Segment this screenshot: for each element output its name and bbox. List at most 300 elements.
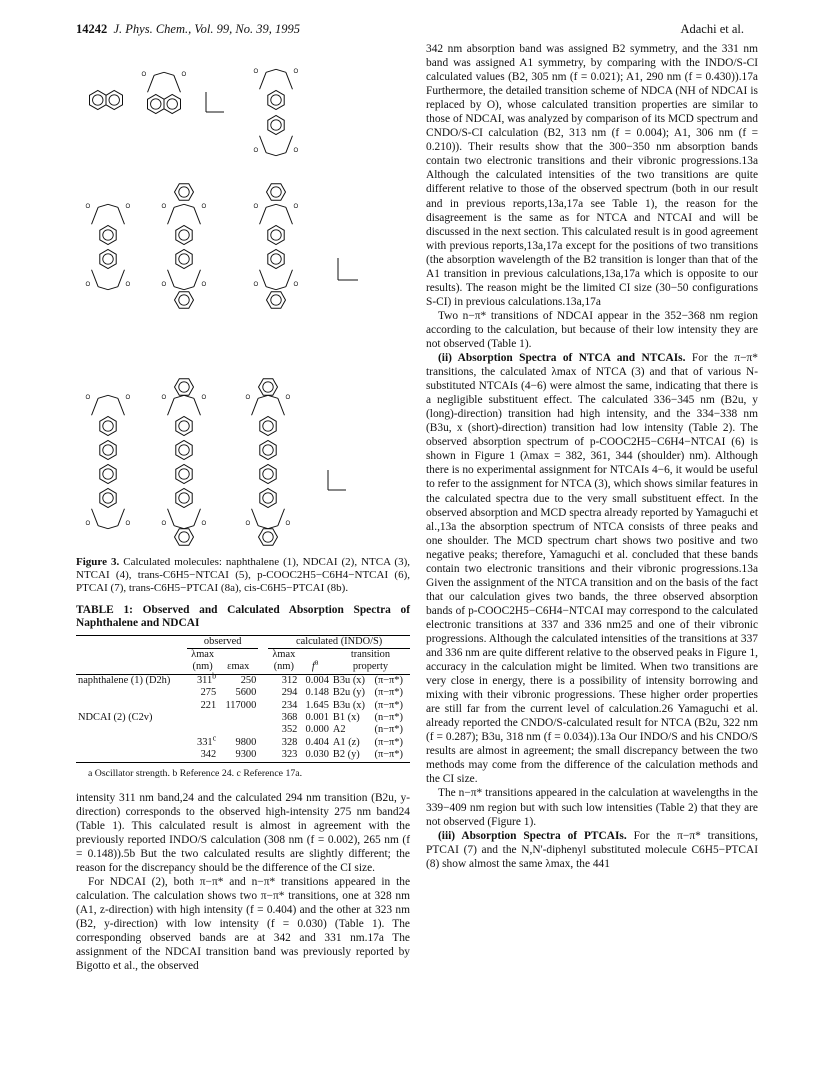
bond-line xyxy=(260,270,267,287)
table-cell-calc-l xyxy=(268,749,299,762)
table-group-calculated: calculated (INDO/S) xyxy=(268,635,410,648)
table-cell-prop xyxy=(372,674,410,687)
aromatic-circle xyxy=(263,493,273,503)
table-spacer xyxy=(258,687,268,699)
col-header-property: property xyxy=(331,661,410,674)
hexagon-ring xyxy=(260,465,276,484)
table-cell-compound xyxy=(76,700,187,712)
aromatic-circle xyxy=(263,532,273,542)
oxygen-label: O xyxy=(253,148,259,155)
table-cell-value: A2 xyxy=(332,724,346,736)
bond-line xyxy=(258,395,268,398)
right-paragraph-5-text: For the π−π* transitions, PTCAI (7) and the N,N'-diphenyl substituted molecule C6H5−PTCAI (8) show almost the same λmax, the 441 xyxy=(426,829,758,870)
table-row xyxy=(76,687,410,699)
aromatic-circle xyxy=(103,421,113,431)
table-cell-obs-l xyxy=(187,700,218,712)
aromatic-circle xyxy=(179,493,189,503)
hexagon-ring xyxy=(175,529,194,545)
table-cell-value: NDCAI (2) (C2v) xyxy=(78,712,153,724)
table-cell-value: 323 xyxy=(281,749,298,761)
table-cell-trans xyxy=(331,749,373,762)
hexagon-ring xyxy=(176,441,192,460)
table-cell-value: 0.001 xyxy=(305,712,329,724)
oxygen-label: O xyxy=(161,521,167,528)
right-paragraph-2: Two n−π* transitions of NDCAI appear in the 352−368 nm region according to the calculation, but because of their low intensity they are not observed (Table 1). xyxy=(426,309,758,350)
aromatic-circle xyxy=(103,254,113,264)
bond-line xyxy=(174,526,184,529)
table-cell-value: 0.404 xyxy=(305,736,329,748)
bond-line xyxy=(108,395,118,398)
table-group-observed: observed xyxy=(187,635,258,648)
bond-line xyxy=(266,287,276,290)
col-header-obs-nm: (nm) xyxy=(187,661,218,674)
bond-line xyxy=(92,207,99,224)
bond-line xyxy=(98,526,108,529)
bond-line xyxy=(174,395,184,398)
table-cell-value: 250 xyxy=(240,674,257,686)
table-cell-f xyxy=(299,700,331,712)
right-paragraph-5 xyxy=(426,829,758,871)
bond-line xyxy=(266,69,276,72)
aromatic-circle xyxy=(179,295,189,305)
table-cell-obs-e xyxy=(218,700,258,712)
table-cell-f xyxy=(299,674,331,687)
table-cell-value: (π−π*) xyxy=(374,736,403,748)
table-cell-obs-l xyxy=(187,749,218,762)
table-cell-value: naphthalene (1) (D2h) xyxy=(78,674,171,686)
table-cell-mark: b xyxy=(212,671,217,681)
bond-line xyxy=(118,398,125,415)
oxygen-label: O xyxy=(161,203,167,210)
aromatic-circle xyxy=(103,230,113,240)
header-left xyxy=(76,22,300,37)
hexagon-ring xyxy=(100,417,116,436)
col-header-f-mark: a xyxy=(314,657,319,667)
aromatic-circle xyxy=(103,469,113,479)
bond-line xyxy=(268,526,278,529)
col-header-f-symbol: f xyxy=(311,661,315,673)
table-header-empty xyxy=(218,649,258,662)
oxygen-label: O xyxy=(293,203,299,210)
table-group-header-row xyxy=(76,635,410,648)
table-cell-value: 5600 xyxy=(235,687,257,699)
bond-line xyxy=(174,75,181,92)
table-cell-value: 0.030 xyxy=(305,749,329,761)
table-cell-value: (π−π*) xyxy=(374,699,403,711)
hexagon-ring xyxy=(268,250,284,269)
hexagon-ring xyxy=(100,250,116,269)
table-cell-value: 328 xyxy=(281,736,298,748)
aromatic-circle xyxy=(103,445,113,455)
right-paragraph-3 xyxy=(426,351,758,786)
hexagon-ring xyxy=(176,226,192,245)
table-cell-prop xyxy=(372,687,410,699)
table-cell-value: 9800 xyxy=(235,736,257,748)
table-cell-trans xyxy=(331,687,373,699)
table-cell-prop xyxy=(372,749,410,762)
bond-line xyxy=(266,153,276,156)
figure-caption-text: Calculated molecules: naphthalene (1), NDCAI (2), NTCA (3), NTCAI (4), trans-C6H5−NTCAI (5), p-COOC2H5−C6H4−NTCAI (6), PTCAI (7), trans-C6H5−PTCAI (8a), cis-C6H5−PTCAI (8b). xyxy=(76,556,410,595)
table-cell-value: 117000 xyxy=(225,699,257,711)
table-cell-value: B2 (y) xyxy=(332,749,360,761)
bond-line xyxy=(108,287,118,290)
table-spacer xyxy=(258,749,268,762)
bond-line xyxy=(286,72,293,89)
oxygen-label: O xyxy=(201,203,207,210)
table-cell-value: 234 xyxy=(281,699,298,711)
left-column xyxy=(76,42,410,973)
figure-caption-title: Figure 3. xyxy=(76,556,120,568)
aromatic-circle xyxy=(151,99,161,109)
table-cell-obs-e xyxy=(218,724,258,736)
bond-line xyxy=(266,204,276,207)
bond-line xyxy=(258,526,268,529)
aromatic-circle xyxy=(179,254,189,264)
bond-line xyxy=(92,270,99,287)
table-cell-f xyxy=(299,749,331,762)
table-cell-obs-l xyxy=(187,733,218,749)
table-cell-value: 9300 xyxy=(235,749,257,761)
table-cell-value: 312 xyxy=(281,674,298,686)
table-cell-f xyxy=(299,687,331,699)
table-cell-value: B2u (y) xyxy=(332,687,365,699)
table-cell-value: 1.645 xyxy=(305,699,329,711)
table-cell-value: 0.148 xyxy=(305,687,329,699)
oxygen-label: O xyxy=(201,282,207,289)
table-row xyxy=(76,700,410,712)
hexagon-ring xyxy=(176,465,192,484)
table-cell-obs-l xyxy=(187,687,218,699)
bond-line xyxy=(278,509,285,526)
oxygen-label: O xyxy=(201,394,207,401)
oxygen-label: O xyxy=(293,148,299,155)
header-authors: Adachi et al. xyxy=(680,22,744,36)
aromatic-circle xyxy=(93,95,103,105)
hexagon-ring xyxy=(176,489,192,508)
table-corner xyxy=(76,635,187,648)
bond-line xyxy=(252,509,259,526)
table-spacer xyxy=(258,700,268,712)
hexagon-ring xyxy=(100,441,116,460)
bond-line xyxy=(108,204,118,207)
hexagon-ring xyxy=(260,417,276,436)
aromatic-circle xyxy=(167,99,177,109)
aromatic-circle xyxy=(263,421,273,431)
table-cell-compound xyxy=(76,737,187,749)
bond-line xyxy=(260,72,267,89)
table-cell-calc-l xyxy=(268,737,299,749)
bond-line xyxy=(168,398,175,415)
bond-line xyxy=(260,207,267,224)
oxygen-label: O xyxy=(85,203,91,210)
table-spacer xyxy=(258,674,268,687)
bond-line xyxy=(174,204,184,207)
table-cell-value: 0.004 xyxy=(305,674,329,686)
table-cell-prop xyxy=(372,712,410,724)
col-header-obs-lmax: λmax xyxy=(191,649,215,661)
bond-line xyxy=(286,270,293,287)
hexagon-ring xyxy=(175,379,194,395)
table-cell-obs-e xyxy=(218,737,258,749)
left-body-text xyxy=(76,791,410,974)
table-cell-calc-l xyxy=(268,712,299,724)
hexagon-ring xyxy=(268,91,284,110)
hexagon-ring xyxy=(175,292,194,308)
table-cell-compound xyxy=(76,674,187,687)
oxygen-label: O xyxy=(285,521,291,528)
aromatic-circle xyxy=(271,95,281,105)
table-cell-value: (n−π*) xyxy=(374,712,403,724)
table-cell-obs-e xyxy=(218,749,258,762)
oxygen-label: O xyxy=(245,521,251,528)
aromatic-circle xyxy=(179,382,189,392)
bond-line xyxy=(194,509,201,526)
aromatic-circle xyxy=(179,469,189,479)
table-cell-value: B3u (x) xyxy=(332,674,365,686)
table-title: TABLE 1: Observed and Calculated Absorption Spectra of Naphthalene and NDCAI xyxy=(76,603,410,630)
bond-line xyxy=(276,153,286,156)
table-cell-calc-l xyxy=(268,674,299,687)
right-paragraph-1: 342 nm absorption band was assigned B2 symmetry, and the 331 nm band was assigned A1 symmetry, by comparing with the INDO/S-CI calculated values (B2, 305 nm (f = 0.021); A1, 290 nm (f = 0.430)).17a Furthermore, the detailed transition scheme of NDCA (NH of NDCAI is replaced by O), whose calculated transition properties are similar to those of NDCAI, was analyzed by comparison of its MCD spectrum and CNDO/S-CI calculation (B2, 313 nm (f = 0.004); A1, 306 nm (f = 0.210)). Their results show that the 300−350 nm absorption bands contain two electronic transitions and their vibronic progressions.13a Although the calculated intensities of the two transitions are quite different relative to those of the observed spectrum (both in our result and in previous reports,13a,17a see Table 1), the reason for the disagreement is the same as for NTCA and NTCAI and will be discussed in the next section. This calculated result is in good agreement with previous reports,13a,17a except for the positions of two transitions (the absorption wavelength of the B2 transition is longer than that of the A1 transition in previous calculations,13a,17a which is opposite to our results). The reason might be the limited CI size (30−50 configurations S-CI) in previous calculations.13a,17a xyxy=(426,43,758,308)
table-cell-obs-l xyxy=(187,712,218,724)
table-head xyxy=(76,635,410,674)
table-cell-value: 331 xyxy=(197,736,213,748)
table-cell-compound xyxy=(76,749,187,762)
oxygen-label: O xyxy=(293,282,299,289)
hexagon-ring xyxy=(259,379,278,395)
table-cell-compound xyxy=(76,724,187,736)
aromatic-circle xyxy=(263,382,273,392)
bond-line xyxy=(164,72,174,75)
table-cell-value: 221 xyxy=(200,699,217,711)
right-column xyxy=(426,42,758,871)
hexagon-ring xyxy=(100,489,116,508)
hexagon-ring xyxy=(100,465,116,484)
section-heading-ntca: (ii) Absorption Spectra of NTCA and NTCAIs. xyxy=(438,352,686,365)
table-cell-value: 352 xyxy=(281,724,298,736)
table-cell-value: B1 (x) xyxy=(332,712,360,724)
bond-line xyxy=(184,204,194,207)
hexagon-ring xyxy=(176,417,192,436)
oxygen-label: O xyxy=(161,394,167,401)
table-1 xyxy=(76,635,410,763)
aromatic-circle xyxy=(271,120,281,130)
oxygen-label: O xyxy=(181,71,187,78)
hexagon-ring xyxy=(90,91,107,110)
hexagon-ring xyxy=(267,184,286,200)
table-cell-f xyxy=(299,712,331,724)
page-header xyxy=(76,22,744,40)
table-cell-f xyxy=(299,724,331,736)
table-cell-compound xyxy=(76,712,187,724)
table-row xyxy=(76,724,410,736)
oxygen-label: O xyxy=(293,68,299,75)
page-number: 14242 xyxy=(76,22,108,36)
hexagon-ring xyxy=(268,226,284,245)
bond-line xyxy=(276,204,286,207)
aromatic-circle xyxy=(103,493,113,503)
bond-line xyxy=(98,204,108,207)
oxygen-label: O xyxy=(125,282,131,289)
table-spacer xyxy=(258,635,268,648)
journal-citation: J. Phys. Chem., Vol. 99, No. 39, 1995 xyxy=(113,22,300,36)
table-cell-calc-l xyxy=(268,700,299,712)
bond-line xyxy=(168,509,175,526)
oxygen-label: O xyxy=(253,68,259,75)
col-header-f xyxy=(299,657,331,674)
oxygen-label: O xyxy=(245,394,251,401)
bond-line xyxy=(184,287,194,290)
table-cell-value: (π−π*) xyxy=(374,674,403,686)
bond-line xyxy=(168,270,175,287)
table-cell-obs-l xyxy=(187,671,218,687)
bond-line xyxy=(168,207,175,224)
bond-line xyxy=(276,69,286,72)
table-cell-value: 294 xyxy=(281,687,298,699)
table-cell-mark: c xyxy=(212,733,217,743)
oxygen-label: O xyxy=(85,282,91,289)
molecule-drawings xyxy=(76,42,410,550)
bond-line xyxy=(278,398,285,415)
table-cell-value: (n−π*) xyxy=(374,724,403,736)
table-cell-trans xyxy=(331,674,373,687)
oxygen-label: O xyxy=(125,203,131,210)
table-body xyxy=(76,671,410,762)
table-cell-prop xyxy=(372,700,410,712)
hexagon-ring xyxy=(267,292,286,308)
table-row xyxy=(76,674,410,687)
table-header-empty xyxy=(76,649,187,662)
hexagon-ring xyxy=(259,529,278,545)
hexagon-ring xyxy=(164,95,181,114)
aromatic-circle xyxy=(271,230,281,240)
bond-line xyxy=(184,526,194,529)
table-cell-value: 275 xyxy=(200,687,217,699)
table-cell-calc-l xyxy=(268,687,299,699)
table-row xyxy=(76,712,410,724)
table-cell-f xyxy=(299,737,331,749)
bond-line xyxy=(118,270,125,287)
table-cell-value: 0.000 xyxy=(305,724,329,736)
bond-line xyxy=(92,398,99,415)
aromatic-circle xyxy=(271,295,281,305)
table-cell-value: B3u (x) xyxy=(332,699,365,711)
table-spacer xyxy=(258,661,268,674)
aromatic-circle xyxy=(263,445,273,455)
table-header-empty xyxy=(76,661,187,674)
table-cell-prop xyxy=(372,724,410,736)
bond-line xyxy=(194,270,201,287)
table-cell-compound xyxy=(76,687,187,699)
table-spacer xyxy=(258,724,268,736)
table-cell-trans xyxy=(331,737,373,749)
bond-line xyxy=(92,509,99,526)
bond-line xyxy=(108,526,118,529)
hexagon-ring xyxy=(175,184,194,200)
aromatic-circle xyxy=(179,187,189,197)
bond-line xyxy=(154,72,164,75)
bond-line xyxy=(118,207,125,224)
figure-3-molecules xyxy=(76,42,410,550)
hexagon-ring xyxy=(268,116,284,135)
aromatic-circle xyxy=(271,254,281,264)
col-header-calc-lmax: λmax xyxy=(272,649,296,661)
col-header-transition: transition xyxy=(350,649,391,661)
table-cell-value: 342 xyxy=(200,749,217,761)
oxygen-label: O xyxy=(141,71,147,78)
table-cell-calc-l xyxy=(268,724,299,736)
table-row xyxy=(76,737,410,749)
section-heading-ptcai: (iii) Absorption Spectra of PTCAIs. xyxy=(438,829,627,842)
table-cell-value: (π−π*) xyxy=(374,749,403,761)
col-header-emax: εmax xyxy=(218,661,258,674)
bond-line xyxy=(174,287,184,290)
table-header-row-2 xyxy=(76,661,410,674)
table-cell-trans xyxy=(331,712,373,724)
table-cell-value: (π−π*) xyxy=(374,687,403,699)
figure-caption xyxy=(76,556,410,596)
bond-line xyxy=(252,398,259,415)
table-cell-trans xyxy=(331,724,373,736)
table-cell-trans xyxy=(331,700,373,712)
table-cell-value: A1 (z) xyxy=(332,736,360,748)
oxygen-label: O xyxy=(125,521,131,528)
bond-line xyxy=(98,287,108,290)
hexagon-ring xyxy=(148,95,165,114)
table-row xyxy=(76,749,410,762)
oxygen-label: O xyxy=(253,282,259,289)
table-cell-obs-e xyxy=(218,687,258,699)
table-spacer xyxy=(258,712,268,724)
oxygen-label: O xyxy=(85,521,91,528)
aromatic-circle xyxy=(109,95,119,105)
bond-line xyxy=(98,395,108,398)
table-cell-prop xyxy=(372,737,410,749)
bond-line xyxy=(276,287,286,290)
hexagon-ring xyxy=(106,91,123,110)
aromatic-circle xyxy=(179,421,189,431)
table-cell-obs-e xyxy=(218,674,258,687)
right-paragraph-4: The n−π* transitions appeared in the calculation at wavelengths in the 339−409 nm region but with such low intensities (Table 2) that they are not observed (Figure 1). xyxy=(426,787,758,828)
table-header-row-1 xyxy=(76,649,410,662)
col-header-calc-nm: (nm) xyxy=(268,661,299,674)
bond-line xyxy=(184,395,194,398)
hexagon-ring xyxy=(100,226,116,245)
bond-line xyxy=(286,136,293,153)
aromatic-circle xyxy=(179,532,189,542)
hexagon-ring xyxy=(176,250,192,269)
table-cell-value: 311 xyxy=(196,674,213,686)
table-spacer xyxy=(258,649,268,662)
aromatic-circle xyxy=(271,187,281,197)
left-paragraph-2: For NDCAI (2), both π−π* and n−π* transitions appeared in the calculation. The calculation shows two π−π* transitions, one at 328 nm (A1, z-direction) with high intensity (f = 0.404) and the other at 323 nm (B2, y-direction) with low intensity (f = 0.030) (Table 1). The corresponding observed bands are at 342 and 331 nm.17a The assignment of the NDCAI transition band was previously reported by Bigotto et al., the observed xyxy=(76,876,410,973)
bond-line xyxy=(194,398,201,415)
table-footnote: a Oscillator strength. b Reference 24. c Reference 17a. xyxy=(88,767,303,779)
oxygen-label: O xyxy=(85,394,91,401)
hexagon-ring xyxy=(260,489,276,508)
bond-line xyxy=(118,509,125,526)
bond-line xyxy=(148,75,155,92)
bond-line xyxy=(286,207,293,224)
table-cell-obs-e xyxy=(218,712,258,724)
oxygen-label: O xyxy=(201,521,207,528)
oxygen-label: O xyxy=(161,282,167,289)
right-paragraph-3-text: For the π−π* transitions, the calculated λmax of NTCA (3) and that of various N-substituted NTCAIs (4−6) were almost the same, indicating that there is a negligible substituent effect. The calculated 336−345 nm (B2u, y (long)-direction) transition had high intensity, and the 334−338 nm (B3u, x (short)-direction) transition had low intensity (Table 2). The observed absorption spectrum of p-COOC2H5−C6H4−NTCAI (6) is shown in Figure 1 (λmax = 382, 361, 344 (shoulder) nm). Although there is no experimental assignment for NTCAIs 4−6, it would be useful to refer to the assignment for NTCA (3), which shows similar features in the calculated spectra due to the very small substituent effect. In the observed absorption and MCD spectra already reported by Yamaguchi et al.,13a the absorption spectrum of NTCA consists of three peaks and one shoulder. The MCD spectrum chart shows two positive and two negative peaks; therefore, Yamaguchi et al. concluded that these bands contain two electronic transitions and their vibronic progressions.13a Given the assignment of the NTCA transition and on the basis of the fact that our calculation gives two bands, the three observed absorption bands of p-COOC2H5−C6H4−NTCAI may correspond to the calculated electronic transitions at 337 and 336 nm25 and one of their vibronic progressions. Although the calculated intensities of the transitions at 337 and 336 nm are quite different relative to the observed peaks in Figure 1, accuracy in the calculation might be limited. When two transitions are very close in energy, there is a possibility of intensity borrowing and mixing with their vibronic progressions. These higher order properties are still far from the current level of calculation.26 Yamaguchi et al. already reported the CNDO/S-calculated result for NTCA (B2u, 322 nm (f = 0.287); B3u, 318 nm (f = 0.034)).13a Our INDO/S and his CNDO/S results are almost in agreement; the small discrepancy between the two methods may come from the difference of the calculation methods and the CI size. xyxy=(426,352,758,786)
bond-line xyxy=(268,395,278,398)
aromatic-circle xyxy=(263,469,273,479)
table-cell-value: 368 xyxy=(281,712,298,724)
oxygen-label: O xyxy=(285,394,291,401)
